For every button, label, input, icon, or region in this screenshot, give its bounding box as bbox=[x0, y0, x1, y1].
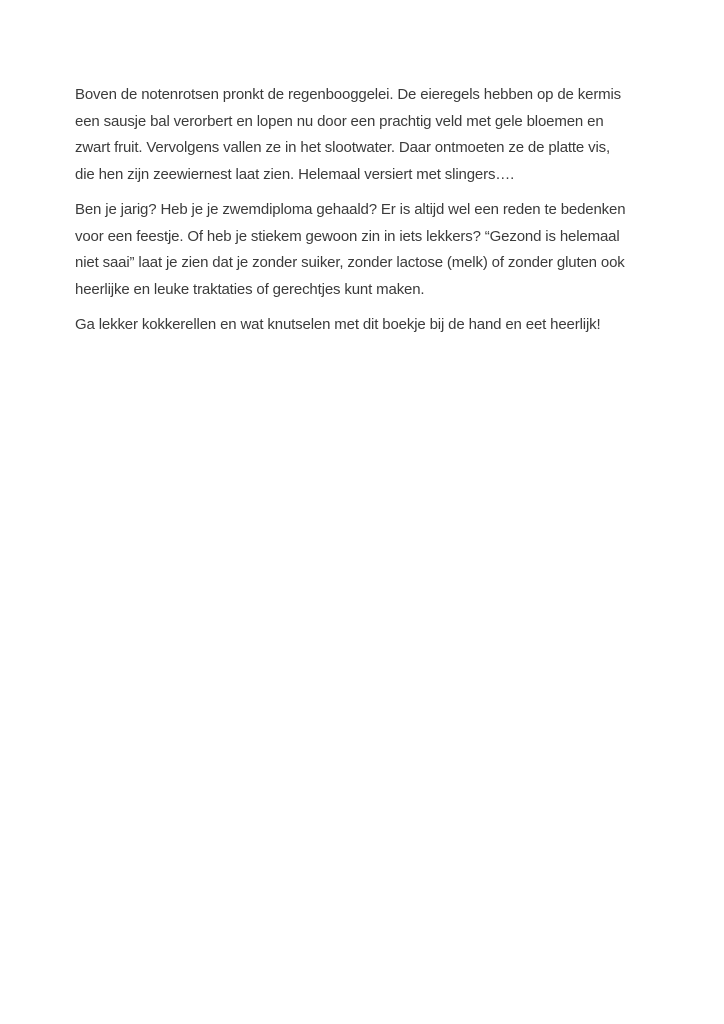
text-line: niet saai” laat je zien dat je zonder suiker, zonder lactose (melk) of zonder gluten ook bbox=[75, 254, 625, 271]
text-line: een sausje bal verorbert en lopen nu door een prachtig veld met gele bloemen en bbox=[75, 112, 604, 130]
text-line: zwart fruit. Vervolgens vallen ze in het slootwater. Daar ontmoeten ze de platte vis, bbox=[75, 139, 611, 156]
text-line: voor een feestje. Of heb je stiekem gewoon zin in iets lekkers? “Gezond is helemaal bbox=[75, 227, 620, 245]
text-line: die hen zijn zeewiernest laat zien. Helemaal versiert met slingers…. bbox=[75, 165, 515, 183]
text-line: Ga lekker kokkerellen en wat knutselen met dit boekje bij de hand en eet heerlijk! bbox=[75, 316, 601, 333]
text-line: Boven de notenrotsen pronkt de regenbooggelei. De eieregels hebben op de kermis bbox=[75, 86, 622, 103]
paragraph-occasions bbox=[75, 197, 657, 303]
text-line: Ben je jarig? Heb je je zwemdiploma gehaald? Er is altijd wel een reden te bedenken bbox=[75, 201, 626, 218]
paragraph-intro-story bbox=[75, 82, 657, 188]
body-text bbox=[75, 82, 657, 339]
paragraph-closing bbox=[75, 312, 657, 339]
text-line: heerlijke en leuke traktaties of gerechtjes kunt maken. bbox=[75, 280, 425, 298]
